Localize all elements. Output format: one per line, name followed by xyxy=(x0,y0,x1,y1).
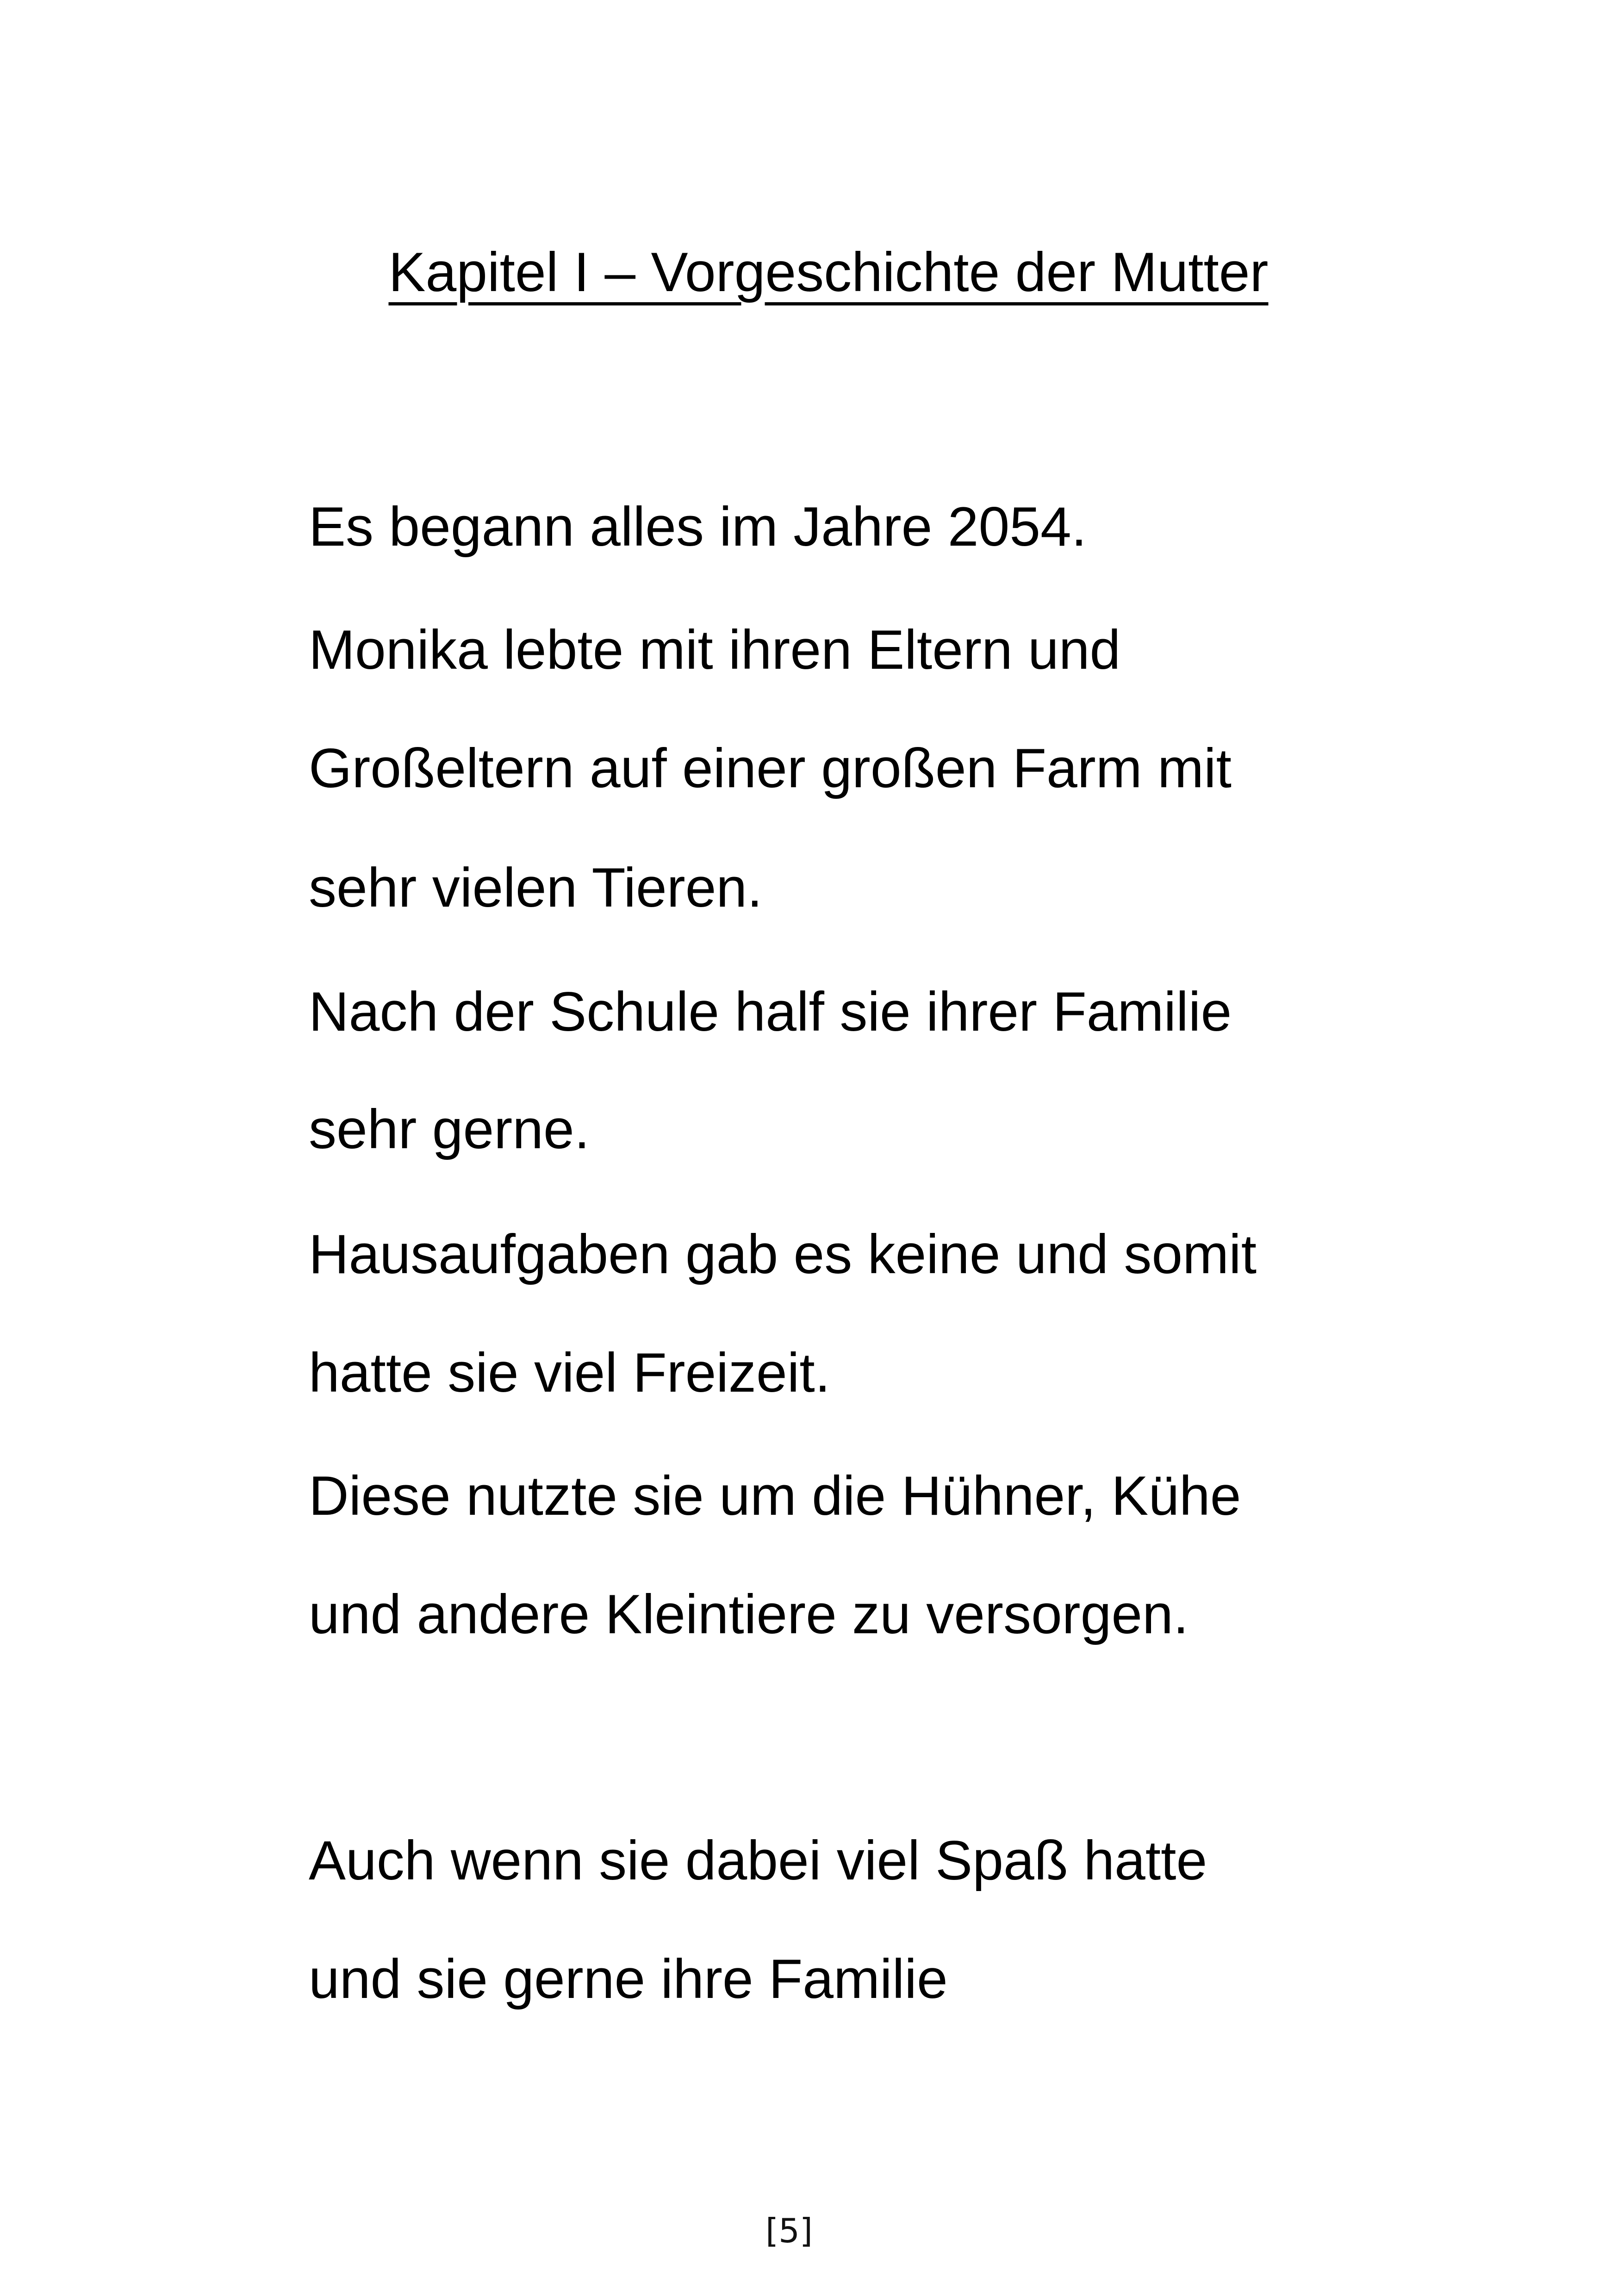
page-number: [5] xyxy=(765,2211,813,2250)
text-line: sehr gerne. xyxy=(309,1098,590,1160)
text-line: hatte sie viel Freizeit. xyxy=(309,1342,831,1404)
text-line: Es begann alles im Jahre 2054. xyxy=(309,496,1087,558)
text-line: Auch wenn sie dabei viel Spaß hatte xyxy=(309,1829,1207,1892)
text-line: Diese nutzte sie um die Hühner, Kühe xyxy=(309,1465,1241,1527)
text-line: Hausaufgaben gab es keine und somit xyxy=(309,1223,1257,1285)
text-line: und andere Kleintiere zu versorgen. xyxy=(309,1583,1189,1645)
text-line: sehr vielen Tieren. xyxy=(309,857,763,919)
text-line: Großeltern auf einer großen Farm mit xyxy=(309,737,1232,799)
text-line: Monika lebte mit ihren Eltern und xyxy=(309,619,1121,681)
chapter-title xyxy=(0,240,1618,305)
text-line: und sie gerne ihre Familie xyxy=(309,1948,948,2010)
text-line: Nach der Schule half sie ihrer Familie xyxy=(309,981,1232,1043)
chapter-title-text: Kapitel I – Vorgeschichte der Mutter xyxy=(388,241,1269,303)
